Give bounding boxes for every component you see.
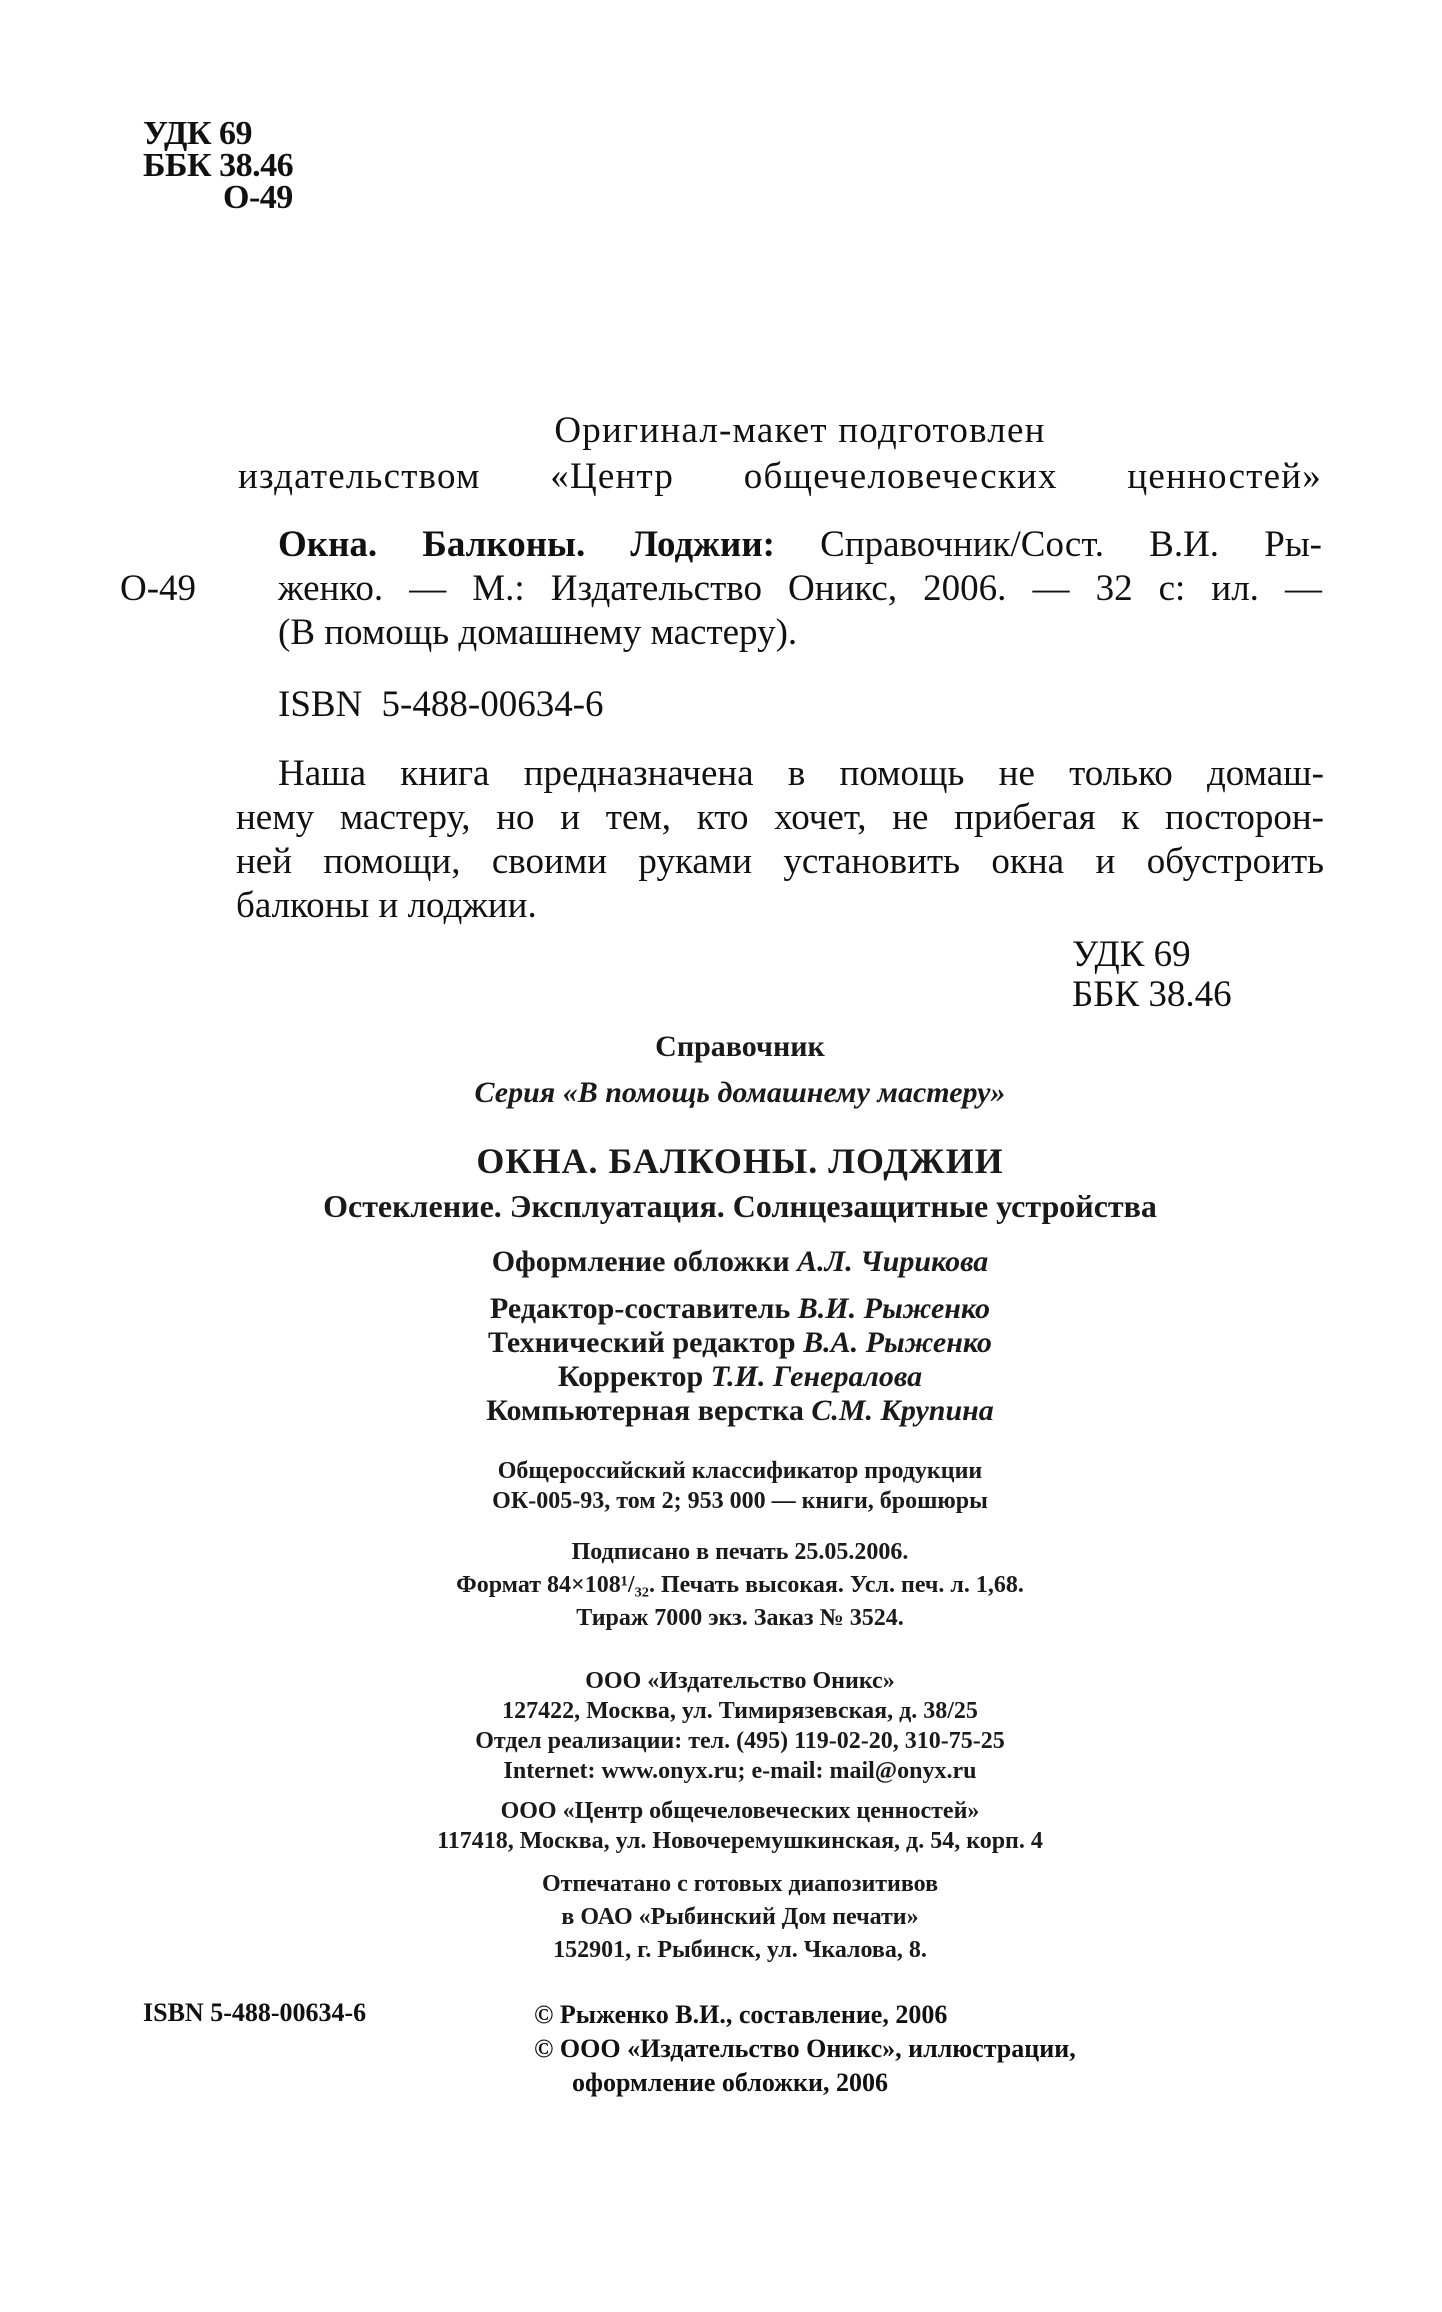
center-line: 117418, Москва, ул. Новочеремушкинская, д. 54, корп. 4 xyxy=(437,1828,1043,1854)
staff-credit xyxy=(150,1360,1330,1394)
printing-line: в ОАО «Рыбинский Дом печати» xyxy=(561,1904,919,1930)
okp-line-1: Общероссийский классификатор продукции xyxy=(497,1458,983,1484)
biblio-line-3: (В помощь домашнему мастеру). xyxy=(278,612,798,653)
classification-codes-right xyxy=(1072,935,1232,1015)
staff-role: Компьютерная верстка xyxy=(486,1394,804,1427)
copyright-line: © ООО «Издательство Оникс», иллюстрации, xyxy=(534,2034,1076,2063)
bibliographic-entry xyxy=(278,523,1322,655)
staff-name: В.И. Рыженко xyxy=(797,1292,990,1325)
original-layout-note xyxy=(238,408,1322,500)
biblio-line-1 xyxy=(278,523,1322,567)
genre-label: Справочник xyxy=(655,1030,825,1063)
original-layout-line-2: издательством «Центр общечеловеческих ценностей» xyxy=(238,456,1322,497)
staff-name: С.М. Крупина xyxy=(811,1394,994,1427)
publisher-line: 127422, Москва, ул. Тимирязевская, д. 38/25 xyxy=(502,1698,978,1724)
publisher-line: Internet: www.onyx.ru; e-mail: mail@onyx.ru xyxy=(503,1758,977,1784)
udk-code-right: УДК 69 xyxy=(1072,934,1191,975)
staff-role: Технический редактор xyxy=(488,1326,796,1359)
isbn-main: ISBN 5-488-00634-6 xyxy=(278,684,604,725)
author-sign: О-49 xyxy=(223,179,293,216)
copyright-line: © Рыженко В.И., составление, 2006 xyxy=(534,2000,948,2029)
okp-line-2: ОК-005-93, том 2; 953 000 — книги, брошюры xyxy=(492,1488,988,1514)
staff-name: Т.И. Генералова xyxy=(710,1360,923,1393)
annotation-line: Наша книга предназначена в помощь не только домаш- xyxy=(278,753,1324,794)
staff-credits xyxy=(150,1292,1330,1428)
center-info xyxy=(150,1796,1330,1856)
staff-name: В.А. Рыженко xyxy=(803,1326,992,1359)
publisher-info xyxy=(150,1666,1330,1786)
annotation-line: ней помощи, своими руками установить окна и обустроить xyxy=(236,841,1324,882)
copyright-line: оформление обложки, 2006 xyxy=(572,2068,888,2097)
cover-designer: А.Л. Чирикова xyxy=(797,1245,989,1278)
bbk-code-right: ББК 38.46 xyxy=(1072,974,1232,1015)
center-line: ООО «Центр общечеловеческих ценностей» xyxy=(500,1798,980,1824)
bbk-code: ББК 38.46 xyxy=(143,147,294,184)
book-subtitle: Остекление. Эксплуатация. Солнцезащитные устройства xyxy=(323,1188,1157,1224)
print-details xyxy=(150,1536,1330,1635)
biblio-line-2: женко. — М.: Издательство Оникс, 2006. — 32 с: ил. — xyxy=(278,568,1322,609)
biblio-title: Окна. Балконы. Лоджии: xyxy=(278,524,775,565)
series-label: Серия «В помощь домашнему мастеру» xyxy=(474,1076,1006,1109)
printing-house-info xyxy=(150,1868,1330,1967)
publisher-line: Отдел реализации: тел. (495) 119-02-20, 310-75-25 xyxy=(475,1728,1005,1754)
printing-line: 152901, г. Рыбинск, ул. Чкалова, 8. xyxy=(553,1937,927,1963)
cover-design-credit xyxy=(150,1245,1330,1279)
cover-label: Оформление обложки xyxy=(491,1245,790,1278)
staff-role: Корректор xyxy=(557,1360,704,1393)
classification-codes xyxy=(143,115,294,216)
annotation-line: нему мастеру, но и тем, кто хочет, не прибегая к посторон- xyxy=(236,797,1324,838)
staff-credit xyxy=(150,1292,1330,1326)
biblio-line-1-rest: Справочник/Сост. В.И. Ры- xyxy=(820,524,1322,565)
annotation xyxy=(236,752,1324,928)
copyright-notice xyxy=(534,1998,1076,2100)
annotation-line: балконы и лоджии. xyxy=(236,885,537,926)
format-line: Формат 84×108¹/₃₂. Печать высокая. Усл. печ. л. 1,68. xyxy=(456,1572,1024,1598)
udk-code: УДК 69 xyxy=(143,115,253,152)
print-run: Тираж 7000 экз. Заказ № 3524. xyxy=(576,1605,904,1631)
product-classifier xyxy=(150,1456,1330,1516)
printing-line: Отпечатано с готовых диапозитивов xyxy=(541,1871,939,1897)
staff-credit xyxy=(150,1326,1330,1360)
original-layout-line-1: Оригинал-макет подготовлен xyxy=(554,410,1046,451)
staff-role: Редактор-составитель xyxy=(490,1292,791,1325)
staff-credit xyxy=(150,1394,1330,1428)
biblio-author-sign: О-49 xyxy=(120,568,197,609)
book-title: ОКНА. БАЛКОНЫ. ЛОДЖИИ xyxy=(476,1141,1004,1181)
isbn-bottom: ISBN 5-488-00634-6 xyxy=(143,1998,367,2027)
publisher-line: ООО «Издательство Оникс» xyxy=(585,1668,895,1694)
signed-date: Подписано в печать 25.05.2006. xyxy=(571,1539,909,1565)
